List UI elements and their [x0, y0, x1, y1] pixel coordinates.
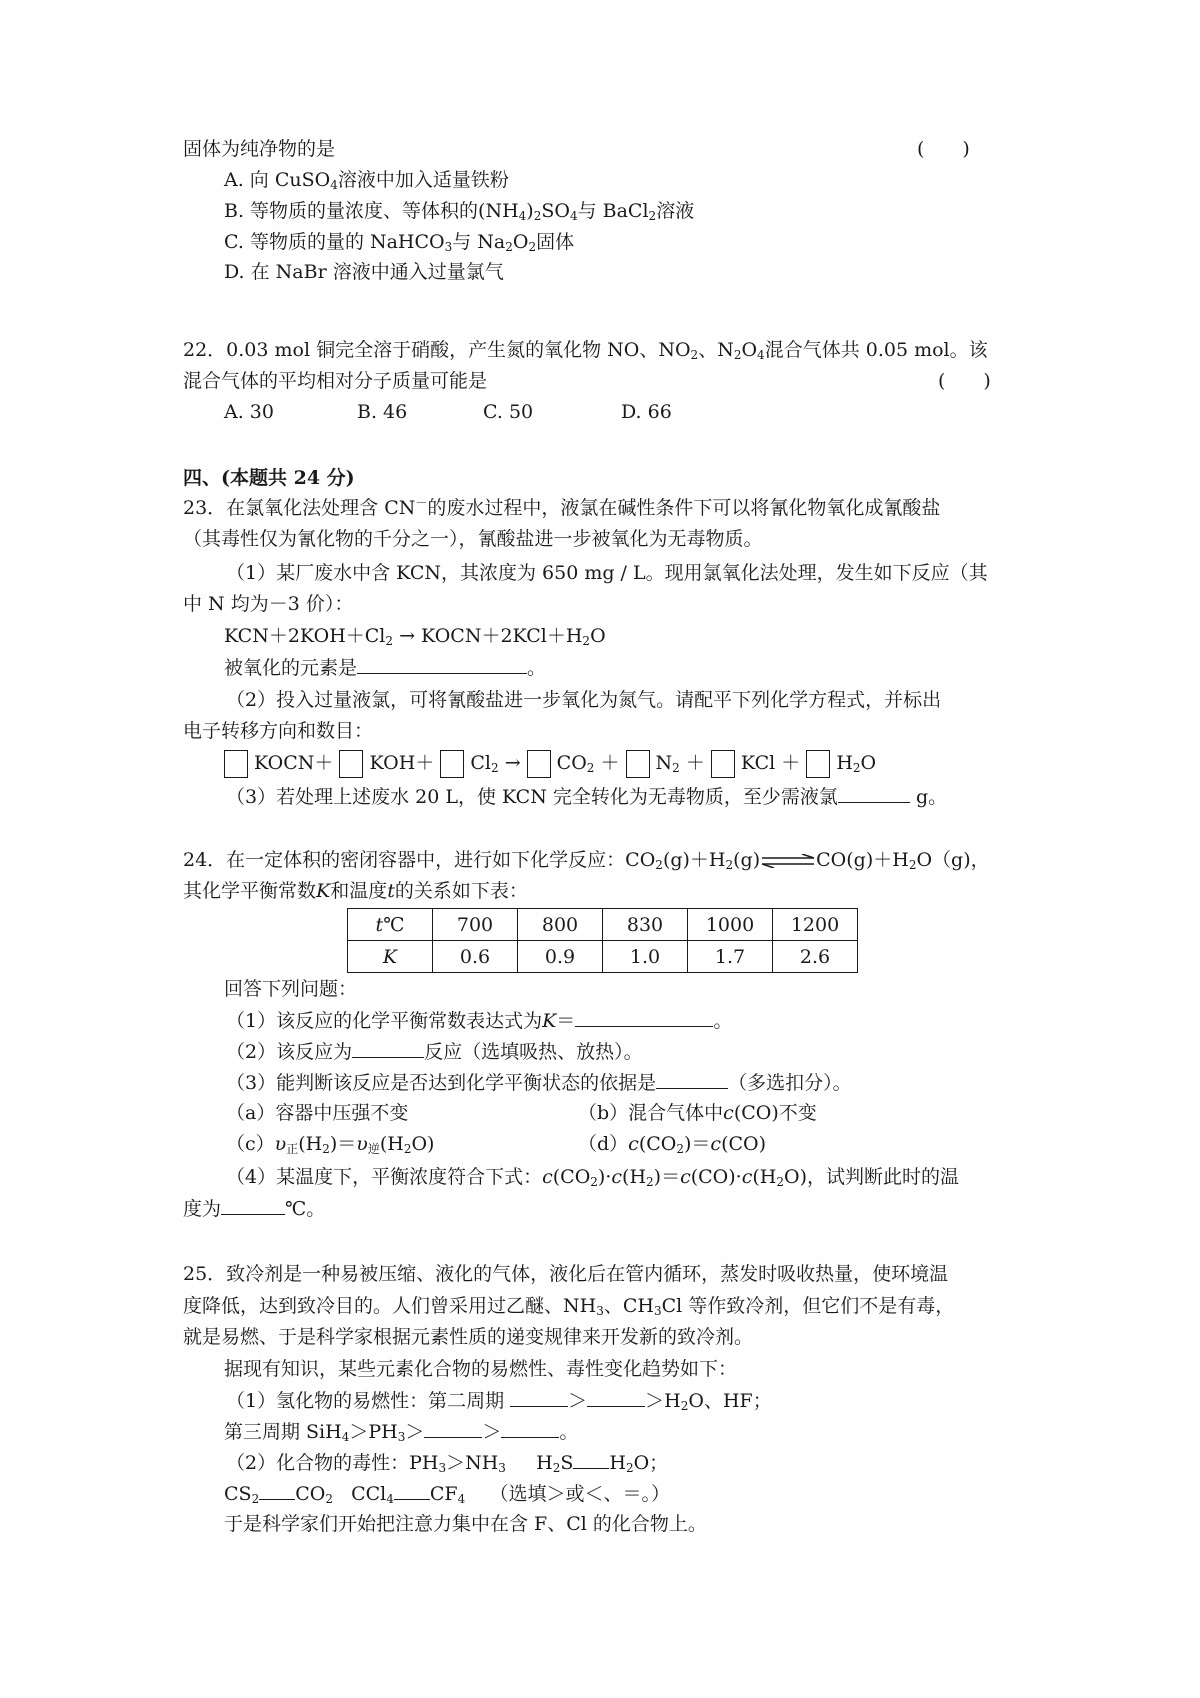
q24-part3: （3）能判断该反应是否达到化学平衡状态的依据是 （多选扣分）。 [226, 1068, 852, 1097]
answer-blank[interactable] [259, 1479, 295, 1500]
q25-line1: 25．致冷剂是一种易被压缩、液化的气体，液化后在管内循环，蒸发时吸收热量，使环境温 [183, 1263, 949, 1285]
table-cell: 700 [433, 909, 518, 941]
q25-last-line: 于是科学家们开始把注意力集中在含 F、Cl 的化合物上。 [224, 1513, 707, 1535]
coefficient-box[interactable] [224, 750, 248, 778]
table-header-cell: t℃ [348, 909, 433, 941]
table-cell: 800 [518, 909, 603, 941]
q25-line2: 度降低，达到致冷目的。人们曾采用过乙醚、$NH_3$、$CH_3Cl$ 等作致冷剂，但它们不是有毒， [183, 1295, 955, 1318]
table-row [348, 941, 858, 973]
table-cell: 0.9 [518, 941, 603, 973]
coefficient-box[interactable] [806, 750, 830, 778]
q24-part1: （1）该反应的化学平衡常数表达式为K＝ 。 [226, 1006, 732, 1035]
table-header-cell: K [348, 941, 433, 973]
answer-blank[interactable] [573, 1448, 609, 1469]
table-cell: 830 [603, 909, 688, 941]
q22-option-d: D. 66 [621, 401, 672, 423]
q21-option-c: C. 等物质的量的 NaHCO$_3$与 $Na_2O_2$固体 [224, 231, 575, 254]
q22-line1: 22．0.03 mol 铜完全溶于硝酸，产生氮的氧化物 NO、$NO_2$、$N_2O_4$混合气体共 0.05 mol。该 [183, 339, 988, 362]
answer-blank[interactable] [510, 1386, 568, 1407]
q22-option-c: C. 50 [483, 401, 534, 423]
q25-line3: 就是易燃、于是科学家根据元素性质的递变规律来开发新的致冷剂。 [183, 1326, 754, 1348]
q25-part1-period3: 第三周期 $SiH_4>PH_3>$ ＞ 。 [224, 1417, 578, 1446]
q23-part2-line1: （2）投入过量液氯，可将氰酸盐进一步氧化为氮气。请配平下列化学方程式，并标出 [226, 689, 942, 711]
q24-option-a: （a）容器中压强不变 [226, 1102, 409, 1124]
q24-line2: 其化学平衡常数K和温度t的关系如下表： [183, 880, 528, 902]
coefficient-box[interactable] [626, 750, 650, 778]
equilibrium-constant-table [347, 908, 858, 973]
q21-option-d: D. 在 NaBr 溶液中通入过量氯气 [224, 261, 504, 283]
table-cell: 1.0 [603, 941, 688, 973]
coefficient-box[interactable] [711, 750, 735, 778]
q22-line2: 混合气体的平均相对分子质量可能是 [183, 370, 488, 392]
q23-part1-line2: 中 N 均为－3 价）： [183, 593, 354, 615]
table-cell: 1.7 [688, 941, 773, 973]
table-row [348, 909, 858, 941]
q24-option-c: $(c)\upsilon_正(H_2)=\upsilon_逆(H_2O)$ [226, 1133, 435, 1156]
equilibrium-arrow-icon [760, 854, 816, 868]
answer-blank[interactable] [838, 782, 910, 803]
q23-line1: 23．在氯氧化法处理含 CN－的废水过程中，液氯在碱性条件下可以将氰化物氧化成氰酸盐 [183, 496, 941, 519]
q23-part1-line1: （1）某厂废水中含 KCN，其浓度为 650 mg / L。现用氯氧化法处理，发生如下反应（其 [226, 562, 988, 584]
section-4-title: 四、(本题共 24 分) [183, 467, 355, 489]
q25-part1: （1）氢化物的易燃性：第二周期 ＞ $>H_2O$、HF； [226, 1386, 772, 1415]
table-cell: 2.6 [773, 941, 858, 973]
answer-blank[interactable] [394, 1479, 430, 1500]
q22-answer-paren: ( ) [938, 370, 991, 392]
q21-answer-paren: ( ) [917, 138, 970, 160]
q25-part2: （2）化合物的毒性：$PH_3>NH_3$ $H_2S$ $H_2O$； [226, 1448, 668, 1477]
table-cell: 1200 [773, 909, 858, 941]
q23-part2-line2: 电子转移方向和数目： [183, 720, 374, 742]
q24-part2: （2）该反应为 反应（选填吸热、放热）。 [226, 1037, 643, 1066]
q24-part4-line1: （4）某温度下，平衡浓度符合下式：$c(CO_2)\cdot c(H_2)=c(CO)\cdot c(H_2O)$，试判断此时的温 [226, 1166, 959, 1189]
q23-equation-1: $KCN+2KOH+Cl_2$ → $KOCN+2KCl+H_2O$ [224, 625, 606, 648]
q24-option-b: （b）混合气体中c(CO)不变 [578, 1102, 817, 1124]
q23-line2: （其毒性仅为氰化物的千分之一），氰酸盐进一步被氧化为无毒物质。 [183, 528, 763, 550]
q25-line4: 据现有知识，某些元素化合物的易燃性、毒性变化趋势如下： [224, 1358, 738, 1380]
table-cell: 1000 [688, 909, 773, 941]
q24-line1: 24．在一定体积的密闭容器中，进行如下化学反应：$CO_2(g)+H_2(g)$ $CO(g)+H_2O(g)$， [183, 849, 990, 872]
q22-option-b: B. 46 [357, 401, 408, 423]
q24-option-d: $(d)c(CO_2)=c(CO)$ [578, 1133, 767, 1156]
answer-blank[interactable] [575, 1006, 713, 1027]
coefficient-box[interactable] [440, 750, 464, 778]
answer-blank[interactable] [656, 1068, 728, 1089]
q23-part1-question: 被氧化的元素是 。 [224, 653, 546, 682]
answer-blank[interactable] [357, 653, 527, 674]
answer-blank[interactable] [221, 1194, 285, 1215]
q25-part2-line2: $CS_2$ $CO_2$ CCl$_4$ $CF_4$ （选填＞或＜、＝。） [224, 1479, 670, 1508]
table-cell: 0.6 [433, 941, 518, 973]
coefficient-box[interactable] [339, 750, 363, 778]
answer-blank[interactable] [424, 1417, 482, 1438]
q22-option-a: A. 30 [224, 401, 274, 423]
q23-equation-2: KOCN＋ $KOH+ Cl_2 \to CO_2 + N_2$ ＋ KCl ＋ $H_2O$ [224, 749, 876, 778]
q24-answer-intro: 回答下列问题： [224, 978, 358, 1000]
answer-blank[interactable] [501, 1417, 559, 1438]
q21-stem-end: 固体为纯净物的是 [183, 138, 336, 160]
coefficient-box[interactable] [527, 750, 551, 778]
q24-part4-line2: 度为 ℃。 [183, 1194, 325, 1223]
q21-option-a: A. 向 CuSO$_4$溶液中加入适量铁粉 [224, 169, 509, 192]
q23-part3: （3）若处理上述废水 20 L，使 KCN 完全转化为无毒物质，至少需液氯 g。 [226, 782, 947, 811]
q21-option-b: B. 等物质的量浓度、等体积的$(NH_4)_2SO_4$与 BaCl$_2$溶液 [224, 200, 695, 223]
answer-blank[interactable] [352, 1037, 424, 1058]
answer-blank[interactable] [587, 1386, 645, 1407]
